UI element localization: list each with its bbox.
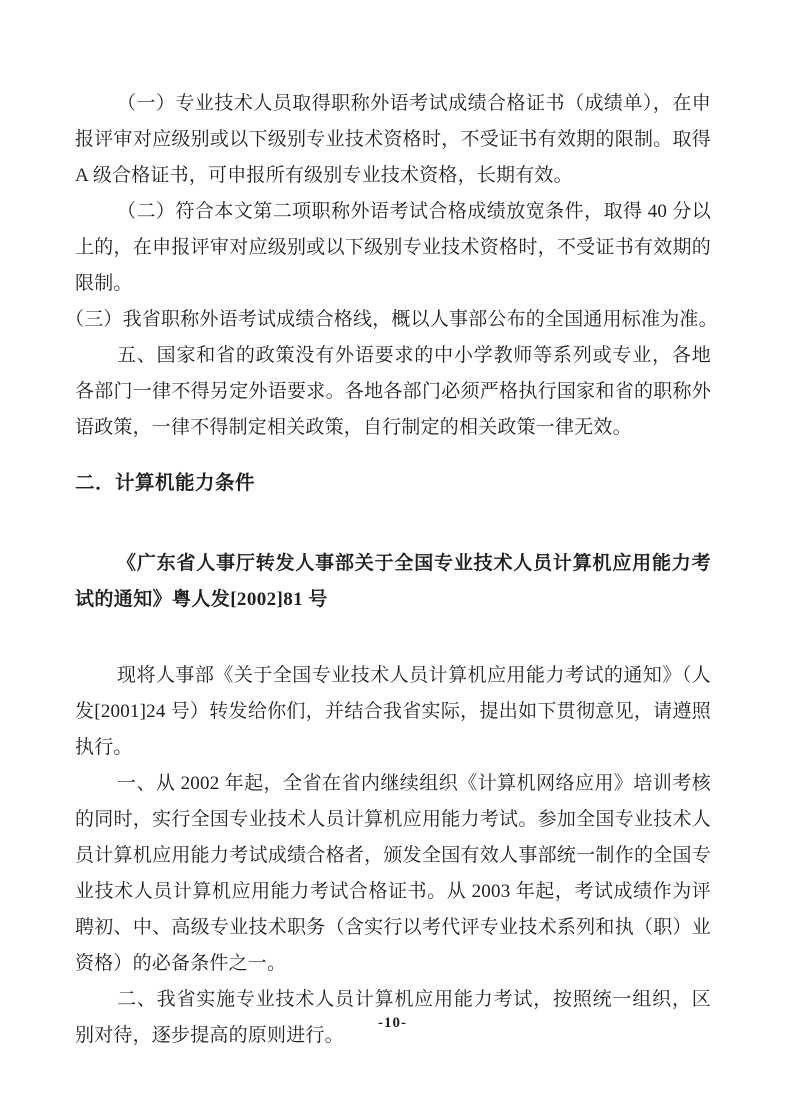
paragraph-item-2: （二）符合本文第二项职称外语考试合格成绩放宽条件，取得 40 分以上的，在申报评审对应级别或以下级别专业技术资格时，不受证书有效期的限制。 bbox=[75, 201, 711, 294]
paragraph-item-3: （三）我省职称外语考试成绩合格线，概以人事部公布的全国通用标准为准。 bbox=[65, 309, 718, 330]
page-number: -10- bbox=[378, 1015, 407, 1031]
page-footer bbox=[0, 1014, 785, 1032]
document-body bbox=[65, 86, 718, 1054]
notice-paragraph-intro: 现将人事部《关于全国专业技术人员计算机应用能力考试的通知》（人发[2001]24 号）转发给你们，并结合我省实际，提出如下贯彻意见，请遵照执行。 bbox=[75, 665, 711, 758]
notice-paragraph-2: 二、我省实施专业技术人员计算机应用能力考试，按照统一组织，区别对待，逐步提高的原则进行。 bbox=[75, 989, 711, 1046]
notice-paragraph-1: 一、从 2002 年起，全省在省内继续组织《计算机网络应用》培训考核的同时，实行全国专业技术人员计算机应用能力考试。参加全国专业技术人员计算机应用能力考试成绩合格者，颁发全国有效人事部统一制作的全国专业技术人员计算机应用能力考试合格证书。从 2003 年起，考试成绩作为评聘初、中、高级专业技术职务（含实行以考代评专业技术系列和执（职）业资格）的必备条件之一。 bbox=[75, 773, 711, 974]
paragraph-item-5: 五、国家和省的政策没有外语要求的中小学教师等系列或专业，各地各部门一律不得另定外语要求。各地各部门必须严格执行国家和省的职称外语政策，一律不得制定相关政策，自行制定的相关政策一律无效。 bbox=[75, 345, 711, 438]
paragraph-item-1: （一）专业技术人员取得职称外语考试成绩合格证书（成绩单），在申报评审对应级别或以下级别专业技术资格时，不受证书有效期的限制。取得 A 级合格证书，可申报所有级别专业技术资格，长期有效。 bbox=[75, 93, 711, 186]
notice-title: 《广东省人事厅转发人事部关于全国专业技术人员计算机应用能力考试的通知》粤人发[2002]81 号 bbox=[75, 553, 711, 610]
section-heading-computer-ability: 二．计算机能力条件 bbox=[75, 473, 256, 494]
